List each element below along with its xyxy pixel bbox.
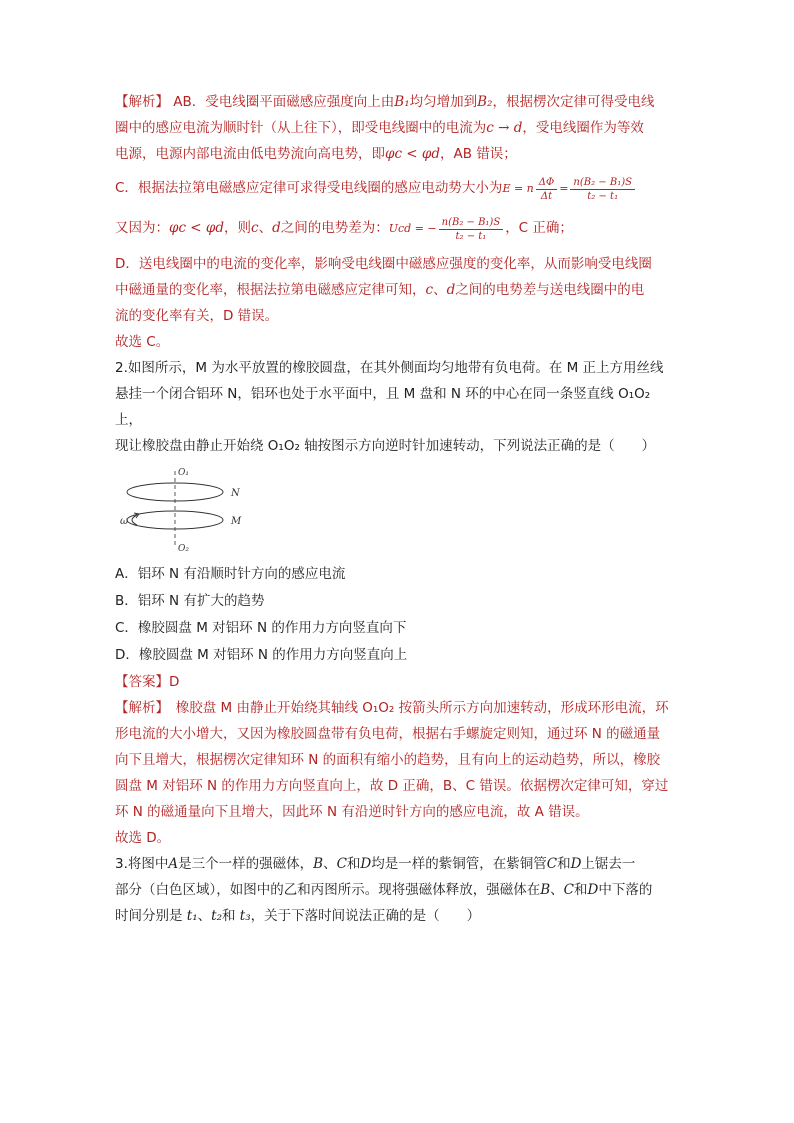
analysis1-option-c: C．根据法拉第电磁感应定律可求得受电线圈的感应电动势大小为E = n $\frac{\Delta\Phi}{\Delta t}$ = $\frac{\text{n(B₂ − B₁)S}}{\text{t₂ − t₁}}$ (115, 171, 675, 206)
q2-option-c: C．橡胶圆盘 M 对铝环 N 的作用力方向竖直向下 (115, 620, 407, 636)
analysis1-option-d-line1: D．送电线圈中的电流的变化率，影响受电线圈中磁感应强度的变化率，从而影响受电线圈 (115, 256, 652, 272)
q2-analysis-line3: 向下且增大，根据楞次定律知环 N 的面积有缩小的趋势，且有向上的运动趋势，所以，橡胶 (115, 752, 661, 768)
analysis1-option-d-line3: 流的变化率有关，D 错误。 (115, 308, 279, 324)
q2-figure (115, 461, 675, 555)
page-content (115, 89, 675, 929)
emf-formula: E = n $\frac{\Delta\Phi}{\Delta t}$ = $\frac{\text{n(B₂ − B₁)S}}{\text{t₂ − t₁}}$ (502, 182, 637, 195)
q2-option-b: B．铝环 N 有扩大的趋势 (115, 593, 265, 609)
label-m: M (231, 516, 242, 527)
q2-analysis-line2: 形电流的大小增大，又因为橡胶圆盘带有负电荷，根据右手螺旋定则知，通过环 N 的磁通量 (115, 726, 661, 742)
analysis1-line3: 电源，电源内部电流由低电势流向高电势，即φc < φd，AB 错误； (115, 146, 517, 162)
q3-stem-line3: 时间分别是 t₁、t₂和 t₃，关于下落时间说法正确的是（ ） (115, 908, 481, 924)
analysis1-potential-diff: 又因为：φc < φd，则c、d之间的电势差为：Ucd = − $\frac{\text{n(B₂ − B₁)S}}{\text{t₂ − t₁}}$ ，C 正确； (115, 216, 573, 242)
q2-stem-line3: 现让橡胶盘由静止开始绕 O₁O₂ 轴按图示方向逆时针加速转动，下列说法正确的是（ ） (115, 438, 656, 454)
q2-analysis-line1: 【解析】 橡胶盘 M 由静止开始绕其轴线 O₁O₂ 按箭头所示方向加速转动，形成环形电流，环 (115, 700, 669, 716)
disk-ring-diagram (115, 461, 355, 555)
analysis1-line2: 圈中的感应电流为顺时针（从上往下），即受电线圈中的电流为c → d，受电线圈作为等效 (115, 120, 644, 136)
q3-stem-line1: 3.将图中A是三个一样的强磁体，B、C和D均是一样的紫铜管，在紫铜管C和D上锯去一 (115, 856, 636, 872)
label-n: N (231, 488, 240, 499)
analysis1-choice: 故选 C。 (115, 334, 170, 350)
q2-choice: 故选 D。 (115, 830, 171, 846)
analysis1-line1: 【解析】 AB．受电线圈平面磁感应强度向上由B₁均匀增加到B₂，根据楞次定律可得受电线 (115, 94, 655, 110)
q2-option-d: D．橡胶圆盘 M 对铝环 N 的作用力方向竖直向上 (115, 647, 408, 663)
q2-stem-line1: 2.如图所示，M 为水平放置的橡胶圆盘，在其外侧面均匀地带有负电荷。在 M 正上方用丝线 (115, 360, 664, 376)
q2-stem-line2: 悬挂一个闭合铝环 N，铝环也处于水平面中，且 M 盘和 N 环的中心在同一条竖直线 O₁O₂ 上， (115, 386, 651, 428)
q2-answer: 【答案】D (115, 674, 180, 690)
label-omega: ω (120, 516, 129, 527)
q2-analysis-line5: 环 N 的磁通量向下且增大，因此环 N 有沿逆时针方向的感应电流，故 A 错误。 (115, 804, 589, 820)
q2-analysis-line4: 圆盘 M 对铝环 N 的作用力方向竖直向上，故 D 正确，B、C 错误。依据楞次定律可知，穿过 (115, 778, 669, 794)
analysis-tag: 【解析】 (115, 94, 169, 110)
analysis1-option-d-line2: 中磁通量的变化率，根据法拉第电磁感应定律可知，c、d之间的电势差与送电线圈中的电 (115, 282, 645, 298)
label-o1: O₁ (178, 468, 189, 478)
q2-option-a: A．铝环 N 有沿顺时针方向的感应电流 (115, 566, 346, 582)
q3-stem-line2: 部分（白色区域），如图中的乙和丙图所示。现将强磁体释放，强磁体在B、C和D中下落的 (115, 882, 653, 898)
ucd-formula: Ucd = − $\frac{\text{n(B₂ − B₁)S}}{\text{t₂ − t₁}}$ (389, 222, 505, 235)
label-o2: O₂ (178, 544, 189, 554)
rotation-arrow (132, 515, 137, 525)
